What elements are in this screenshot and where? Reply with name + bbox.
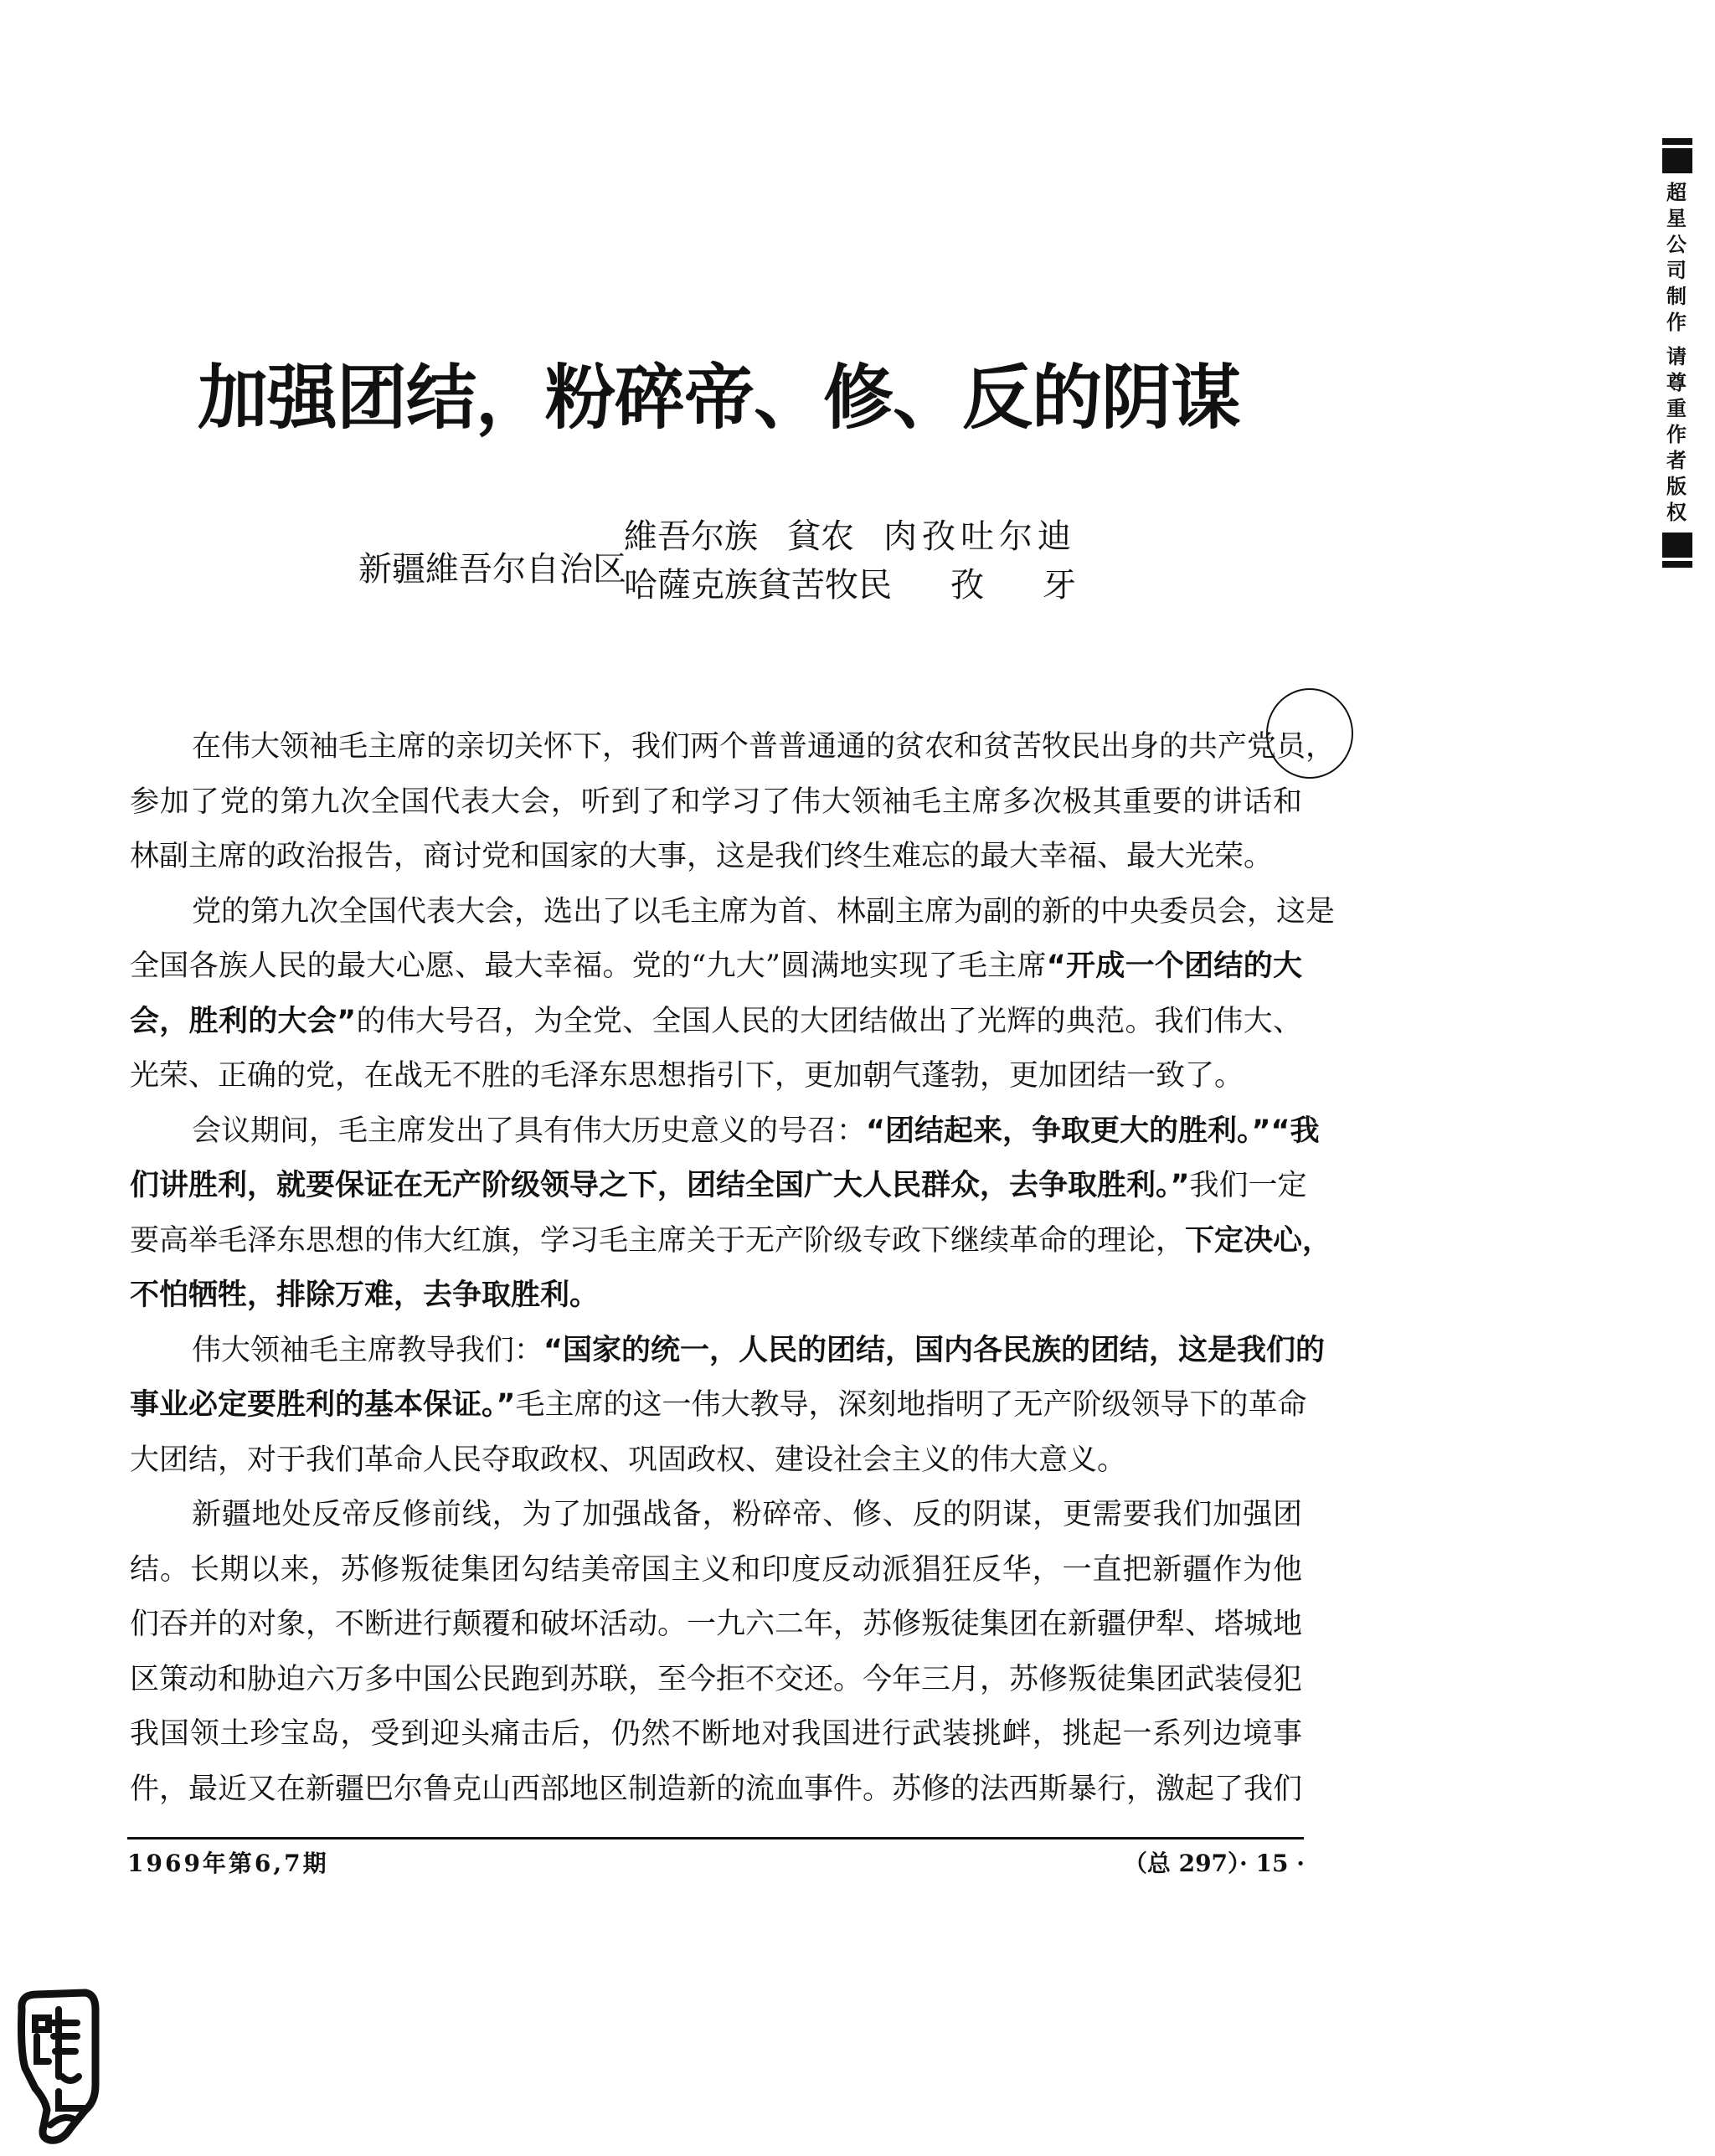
author-1-ethnicity: 維吾尔族 bbox=[624, 517, 758, 556]
body-text: 们吞并的对象，不断进行颠覆和破坏活动。一九六二年，苏修叛徒集团在新疆伊犁、塔城地 bbox=[130, 1608, 1303, 1641]
paragraph bbox=[130, 1324, 1326, 1489]
copyright-watermark bbox=[1662, 138, 1691, 571]
body-text: 伟大领袖毛主席教导我们： bbox=[192, 1333, 544, 1367]
text-line bbox=[130, 830, 1302, 885]
text-line bbox=[130, 1159, 1307, 1214]
watermark-char: 星 bbox=[1666, 207, 1687, 230]
footer-rule bbox=[127, 1837, 1304, 1840]
text-line bbox=[130, 1707, 1302, 1762]
watermark-block-bottom bbox=[1662, 533, 1692, 558]
body-text: 光荣、正确的党，在战无不胜的毛泽东思想指引下，更加朝气蓬勃，更加团结一致了。 bbox=[130, 1059, 1244, 1093]
article-title: 加强团结，粉碎帝、修、反的阴谋 bbox=[198, 357, 1241, 439]
author-2-ethnicity: 哈薩克族貧苦牧民 bbox=[624, 566, 892, 605]
body-text: 新疆地处反帝反修前线，为了加强战备，粉碎帝、修、反的阴谋，更需要我们加强团 bbox=[192, 1498, 1302, 1531]
paragraph bbox=[130, 1488, 1302, 1817]
watermark-char: 尊 bbox=[1666, 371, 1687, 394]
body-text: 毛主席的这一伟大教导，深刻地指明了无产阶级领导下的革命 bbox=[515, 1388, 1307, 1422]
watermark-char: 制 bbox=[1666, 285, 1687, 308]
text-line bbox=[130, 775, 1302, 831]
text-line bbox=[130, 1214, 1332, 1269]
watermark-char: 版 bbox=[1666, 475, 1687, 498]
author-1-occupation: 貧农 bbox=[787, 517, 854, 556]
author-2-name-1: 孜 bbox=[950, 566, 984, 605]
issue-label: 1969年第6,7期 bbox=[127, 1850, 329, 1877]
bold-quote-text: “开成一个团结的大 bbox=[1046, 949, 1302, 983]
author-2-name-2: 牙 bbox=[1043, 566, 1076, 605]
body-text: 林副主席的政治报告，商讨党和国家的大事，这是我们终生难忘的最大幸福、最大光荣。 bbox=[130, 840, 1274, 873]
bold-quote-text: 们讲胜利，就要保证在无产阶级领导之下，团结全国广大人民群众，去争取胜利。” bbox=[130, 1169, 1190, 1202]
bold-quote-text: “团结起来，争取更大的胜利。”“我 bbox=[866, 1114, 1320, 1148]
text-line bbox=[130, 1762, 1302, 1818]
text-line bbox=[130, 1378, 1307, 1433]
author-1 bbox=[624, 512, 1076, 561]
text-line bbox=[130, 885, 1336, 940]
body-text: 我们一定 bbox=[1189, 1169, 1307, 1202]
bold-quote-text: “国家的统一，人民的团结，国内各民族的团结，这是我们的 bbox=[543, 1333, 1326, 1367]
text-line bbox=[130, 1324, 1326, 1379]
watermark-bar-bottom bbox=[1662, 561, 1692, 568]
article-body bbox=[130, 720, 1336, 1817]
text-line bbox=[130, 1543, 1302, 1598]
watermark-char: 超 bbox=[1666, 181, 1687, 204]
body-text: 的伟大号召，为全党、全国人民的大团结做出了光辉的典范。我们伟大、 bbox=[356, 1004, 1302, 1038]
text-line bbox=[130, 1653, 1302, 1708]
body-text: 要高举毛泽东思想的伟大红旗，学习毛主席关于无产阶级专政下继续革命的理论， bbox=[130, 1223, 1186, 1258]
text-line bbox=[130, 720, 1336, 775]
author-2 bbox=[624, 561, 1076, 610]
text-line bbox=[130, 939, 1302, 995]
watermark-char: 请 bbox=[1666, 345, 1687, 368]
watermark-char: 权 bbox=[1666, 501, 1687, 524]
paragraph bbox=[130, 1104, 1332, 1324]
body-text: 区策动和胁迫六万多中国公民跑到苏联，至今拒不交还。今年三月，苏修叛徒集团武装侵犯 bbox=[130, 1662, 1303, 1696]
author-list bbox=[624, 512, 1076, 610]
watermark-char: 作 bbox=[1666, 311, 1687, 334]
paragraph bbox=[130, 885, 1336, 1104]
text-line bbox=[130, 1268, 1302, 1324]
author-region: 新疆維吾尔自治区 bbox=[358, 550, 626, 589]
author-1-name: 肉孜吐尔迪 bbox=[883, 517, 1076, 556]
bold-quote-text: 事业必定要胜利的基本保证。” bbox=[130, 1388, 516, 1422]
seal-stamp bbox=[12, 1984, 104, 2148]
bold-quote-text: 下定决心， bbox=[1185, 1223, 1332, 1258]
watermark-char: 作 bbox=[1666, 423, 1687, 446]
text-line bbox=[130, 1488, 1302, 1543]
body-text: 件，最近又在新疆巴尔鲁克山西部地区制造新的流血事件。苏修的法西斯暴行，激起了我们 bbox=[130, 1772, 1303, 1806]
body-text: 我国领土珍宝岛，受到迎头痛击后，仍然不断地对我国进行武装挑衅，挑起一系列边境事 bbox=[130, 1717, 1302, 1751]
body-text: 会议期间，毛主席发出了具有伟大历史意义的号召： bbox=[192, 1114, 867, 1148]
paragraph bbox=[130, 720, 1336, 885]
bold-quote-text: 会，胜利的大会” bbox=[130, 1004, 357, 1038]
body-text: 参加了党的第九次全国代表大会，听到了和学习了伟大领袖毛主席多次极其重要的讲话和 bbox=[130, 785, 1302, 819]
text-line bbox=[130, 1104, 1320, 1160]
body-text: 大团结，对于我们革命人民夺取政权、巩固政权、建设社会主义的伟大意义。 bbox=[130, 1443, 1127, 1477]
bold-quote-text: 不怕牺牲，排除万难，去争取胜利。 bbox=[130, 1279, 600, 1312]
body-text: 在伟大领袖毛主席的亲切关怀下，我们两个普普通通的贫农和贫苦牧民出身的共产党员， bbox=[192, 730, 1336, 764]
watermark-char: 重 bbox=[1666, 397, 1687, 420]
watermark-char: 者 bbox=[1666, 449, 1687, 472]
watermark-char: 司 bbox=[1666, 259, 1687, 282]
text-line bbox=[130, 995, 1302, 1050]
body-text: 全国各族人民的最大心愿、最大幸福。党的“九大”圆满地实现了毛主席 bbox=[130, 949, 1047, 983]
text-line bbox=[130, 1598, 1302, 1653]
text-line bbox=[130, 1433, 1302, 1489]
page-number: （总 297）· 15 · bbox=[1123, 1850, 1305, 1877]
watermark-bar-top bbox=[1662, 138, 1692, 145]
watermark-block-top bbox=[1662, 148, 1692, 173]
text-line bbox=[130, 1049, 1302, 1104]
body-text: 党的第九次全国代表大会，选出了以毛主席为首、林副主席为副的新的中央委员会，这是 bbox=[192, 894, 1336, 929]
watermark-char: 公 bbox=[1666, 233, 1687, 256]
body-text: 结。长期以来，苏修叛徒集团勾结美帝国主义和印度反动派猖狂反华，一直把新疆作为他 bbox=[130, 1552, 1302, 1587]
